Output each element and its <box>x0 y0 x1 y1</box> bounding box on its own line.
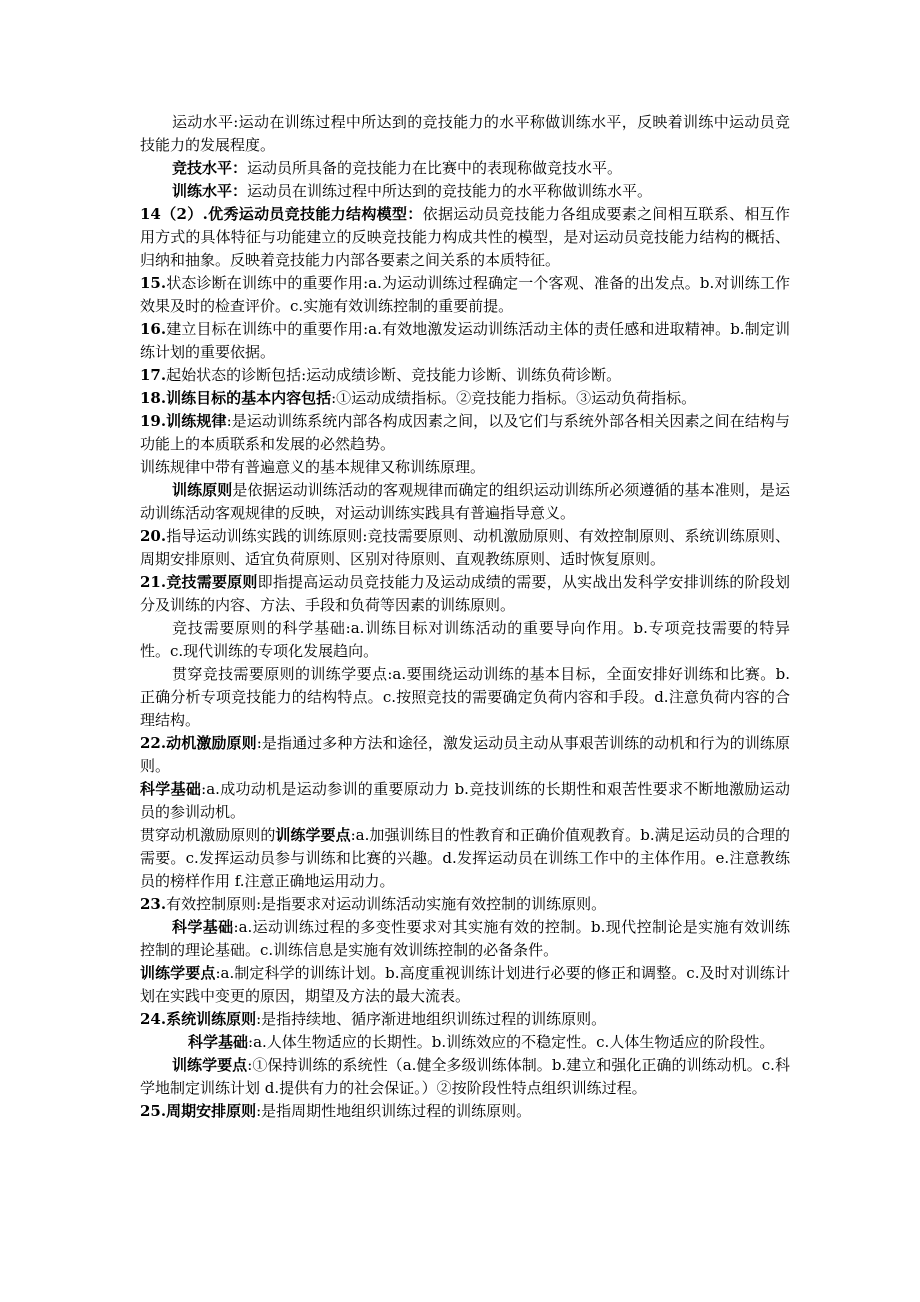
text-run: :是指通过多种方法和途径，激发运动员主动从事艰苦训练的动机和行为的训练原则。 <box>140 734 790 775</box>
text-run: :a.运动训练过程的多变性要求对其实施有效的控制。b.现代控制论是实施有效训练控制的理论基础。c.训练信息是实施有效训练控制的必备条件。 <box>140 918 790 959</box>
bold-text: 训练学要点 <box>275 826 351 844</box>
text-run: 运动员在训练过程中所达到的竞技能力的水平称做训练水平。 <box>247 182 653 200</box>
paragraph <box>140 962 790 1008</box>
paragraph <box>140 1008 790 1031</box>
paragraph <box>140 111 790 157</box>
paragraph <box>140 180 790 203</box>
text-run: :a.人体生物适应的长期性。b.训练效应的不稳定性。c.人体生物适应的阶段性。 <box>248 1033 775 1051</box>
text-run: 训练规律中带有普遍意义的基本规律又称训练原理。 <box>140 458 486 476</box>
text-run: 贯穿竞技需要原则的训练学要点:a.要围绕运动训练的基本目标，全面安排好训练和比赛。b.正确分析专项竞技能力的结构特点。c.按照竞技的需要确定负荷内容和手段。d.注意负荷内容的合理结构。 <box>140 665 790 729</box>
bold-text: 训练原则 <box>172 481 233 499</box>
bold-text: 22.动机激励原则 <box>140 734 257 752</box>
bold-text: 14（2）.优秀运动员竞技能力结构模型： <box>140 205 423 223</box>
paragraph <box>140 203 790 272</box>
text-run: :a.制定科学的训练计划。b.高度重视训练计划进行必要的修正和调整。c.及时对训练计划在实践中变更的原因，期望及方法的最大流表。 <box>140 964 790 1005</box>
text-run: :a.加强训练目的性教育和正确价值观教育。b.满足运动员的合理的需要。c.发挥运动员参与训练和比赛的兴趣。d.发挥运动员在训练工作中的主体作用。e.注意教练员的榜样作用 f.注意正确地运用动力。 <box>140 826 790 890</box>
paragraph <box>140 617 790 663</box>
bold-text: 科学基础 <box>172 918 234 936</box>
paragraph <box>140 364 790 387</box>
paragraph <box>140 893 790 916</box>
bold-text: 17. <box>140 366 167 384</box>
bold-text: 科学基础 <box>140 780 202 798</box>
bold-text: 21.竞技需要原则 <box>140 573 258 591</box>
paragraph <box>140 778 790 824</box>
paragraph <box>140 916 790 962</box>
document-body <box>140 111 790 1123</box>
paragraph <box>140 732 790 778</box>
paragraph <box>140 410 790 456</box>
paragraph <box>140 571 790 617</box>
text-run: 有效控制原则:是指要求对运动训练活动实施有效控制的训练原则。 <box>166 895 607 913</box>
text-run: 指导运动训练实践的训练原则:竞技需要原则、动机激励原则、有效控制原则、系统训练原则、周期安排原则、适宜负荷原则、区别对待原则、直观教练原则、适时恢复原则。 <box>140 527 790 568</box>
text-run: 起始状态的诊断包括:运动成绩诊断、竞技能力诊断、训练负荷诊断。 <box>166 366 622 384</box>
text-run: 状态诊断在训练中的重要作用:a.为运动训练过程确定一个客观、准备的出发点。b.对训练工作效果及时的检查评价。c.实施有效训练控制的重要前提。 <box>140 274 790 315</box>
bold-text: 训练学要点 <box>172 1056 248 1074</box>
bold-text: 16. <box>140 320 167 338</box>
paragraph <box>140 1100 790 1123</box>
bold-text: 竞技水平： <box>172 159 248 177</box>
paragraph <box>140 663 790 732</box>
bold-text: 训练水平： <box>172 182 248 200</box>
text-run: :①运动成绩指标。②竞技能力指标。③运动负荷指标。 <box>331 389 697 407</box>
text-run: 即指提高运动员竞技能力及运动成绩的需要，从实战出发科学安排训练的阶段划分及训练的内容、方法、手段和负荷等因素的训练原则。 <box>140 573 790 614</box>
paragraph <box>140 272 790 318</box>
paragraph <box>140 318 790 364</box>
paragraph <box>140 1054 790 1100</box>
text-run: :a.成功动机是运动参训的重要原动力 b.竞技训练的长期性和艰苦性要求不断地激励运动员的参训动机。 <box>140 780 790 821</box>
bold-text: 24.系统训练原则 <box>140 1010 257 1028</box>
paragraph <box>140 157 790 180</box>
paragraph <box>140 387 790 410</box>
paragraph <box>140 456 790 479</box>
text-run: :是指持续地、循序渐进地组织训练过程的训练原则。 <box>256 1010 607 1028</box>
text-run: :①保持训练的系统性（a.健全多级训练体制。b.建立和强化正确的训练动机。c.科学地制定训练计划 d.提供有力的社会保证。）②按阶段性特点组织训练过程。 <box>140 1056 790 1097</box>
paragraph <box>140 525 790 571</box>
text-run: 建立目标在训练中的重要作用:a.有效地激发运动训练活动主体的责任感和进取精神。b.制定训练计划的重要依据。 <box>140 320 790 361</box>
paragraph <box>140 824 790 893</box>
bold-text: 科学基础 <box>188 1033 249 1051</box>
text-run: 依据运动员竞技能力各组成要素之间相互联系、相互作用方式的具体特征与功能建立的反映竞技能力构成共性的模型，是对运动员竞技能力结构的概括、归纳和抽象。反映着竞技能力内部各要素之间关系的本质特征。 <box>140 205 790 269</box>
bold-text: 23. <box>140 895 167 913</box>
paragraph <box>140 1031 790 1054</box>
bold-text: 15. <box>140 274 167 292</box>
text-run: 贯穿动机激励原则的 <box>140 826 276 844</box>
text-run: 运动水平:运动在训练过程中所达到的竞技能力的水平称做训练水平，反映着训练中运动员竞技能力的发展程度。 <box>140 113 790 154</box>
bold-text: 训练学要点 <box>140 964 216 982</box>
text-run: 是依据运动训练活动的客观规律而确定的组织运动训练所必须遵循的基本准则，是运动训练活动客观规律的反映，对运动训练实践具有普遍指导意义。 <box>140 481 790 522</box>
text-run: 运动员所具备的竞技能力在比赛中的表现称做竞技水平。 <box>247 159 623 177</box>
bold-text: 25.周期安排原则 <box>140 1102 257 1120</box>
bold-text: 19.训练规律 <box>140 412 227 430</box>
bold-text: 18.训练目标的基本内容包括 <box>140 389 332 407</box>
text-run: :是指周期性地组织训练过程的训练原则。 <box>256 1102 532 1120</box>
paragraph <box>140 479 790 525</box>
text-run: :是运动训练系统内部各构成因素之间，以及它们与系统外部各相关因素之间在结构与功能上的本质联系和发展的必然趋势。 <box>140 412 790 453</box>
text-run: 竞技需要原则的科学基础:a.训练目标对训练活动的重要导向作用。b.专项竞技需要的特异性。c.现代训练的专项化发展趋向。 <box>140 619 790 660</box>
bold-text: 20. <box>140 527 167 545</box>
